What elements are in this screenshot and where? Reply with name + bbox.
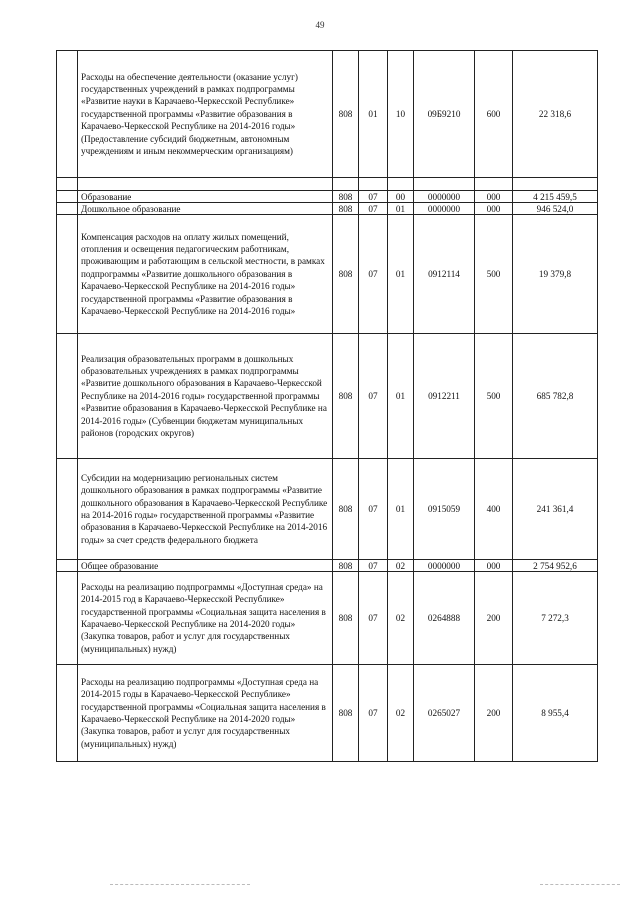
expense-type-cell: 000 [475,560,513,572]
scan-artifact-line [110,884,250,885]
section-code-cell: 07 [359,215,388,334]
expense-name-cell: Компенсация расходов на оплату жилых помещений, отопления и освещения педагогическим работникам, проживающим и работающим в сельской местности, в рамках подпрограммы «Развитие дошкольного образования в Карачаево-Черкесской Республике на 2014-2016 годы» государственной программы «Развитие образования в Карачаево-Черкесской Республике на 2014-2016 годы» [78,215,333,334]
subsection-code-cell: 02 [388,560,414,572]
expense-name-cell: Реализация образовательных программ в дошкольных образовательных учреждениях в рамках подпрограммы «Развитие дошкольного образования в Карачаево-Черкесской Республике на 2014-2016 годы» государственной программы «Развитие образования в Карачаево-Черкесской Республике на 2014-2016 годы» (Субвенции бюджетам муниципальных районов (городских округов) [78,334,333,459]
amount-cell: 685 782,8 [513,334,598,459]
row-number-cell [57,459,78,560]
expense-type-cell: 000 [475,191,513,203]
subsection-code-cell: 01 [388,203,414,215]
section-code-cell: 07 [359,191,388,203]
ministry-code-cell: 808 [333,665,359,762]
ministry-code-cell: 808 [333,560,359,572]
table-row [57,215,598,334]
section-code-cell: 01 [359,51,388,178]
row-number-cell [57,665,78,762]
target-code-cell: 0000000 [414,203,475,215]
target-code-cell: 0915059 [414,459,475,560]
target-code-cell: 0000000 [414,191,475,203]
expense-name-cell: Дошкольное образование [78,203,333,215]
section-code-cell: 07 [359,665,388,762]
subsection-code-cell: 01 [388,334,414,459]
section-code-cell: 07 [359,334,388,459]
ministry-code-cell: 808 [333,459,359,560]
row-number-cell [57,191,78,203]
expense-type-cell: 200 [475,665,513,762]
table-row-subtotal [57,191,598,203]
target-code-cell: 0000000 [414,560,475,572]
table-row [57,665,598,762]
ministry-code-cell: 808 [333,51,359,178]
subsection-code-cell: 02 [388,572,414,665]
row-number-cell [57,51,78,178]
amount-cell: 7 272,3 [513,572,598,665]
expense-type-cell: 500 [475,215,513,334]
table-row-spacer [57,178,598,191]
subsection-code-cell: 01 [388,459,414,560]
expense-name-cell: Субсидии на модернизацию региональных систем дошкольного образования в рамках подпрограммы «Развитие дошкольного образования в Карачаево-Черкесской Республике на 2014-2016 годы» государственной программы «Развитие образования в Карачаево-Черкесской Республике на 2014-2016 годы» за счет средств федерального бюджета [78,459,333,560]
section-code-cell: 07 [359,459,388,560]
section-code-cell: 07 [359,572,388,665]
budget-table [56,50,598,762]
expense-type-cell: 000 [475,203,513,215]
table-row [57,459,598,560]
target-code-cell: 0265027 [414,665,475,762]
expense-name-cell: Расходы на реализацию подпрограммы «Доступная среда на 2014-2015 годы в Карачаево-Черкесской Республике» государственной программы «Социальная защита населения в Карачаево-Черкесской Республике на 2014-2020 годы» (Закупка товаров, работ и услуг для государственных (муниципальных) нужд) [78,665,333,762]
target-code-cell: 0264888 [414,572,475,665]
ministry-code-cell: 808 [333,334,359,459]
ministry-code-cell: 808 [333,191,359,203]
row-number-cell [57,560,78,572]
row-number-cell [57,334,78,459]
scan-artifact-line [540,884,620,885]
amount-cell: 22 318,6 [513,51,598,178]
target-code-cell: 0912114 [414,215,475,334]
table-row [57,51,598,178]
row-number-cell [57,572,78,665]
expense-type-cell: 500 [475,334,513,459]
page-number: 49 [315,20,325,30]
amount-cell: 19 379,8 [513,215,598,334]
subsection-code-cell: 01 [388,215,414,334]
table-row [57,572,598,665]
amount-cell: 4 215 459,5 [513,191,598,203]
ministry-code-cell: 808 [333,203,359,215]
expense-name-cell: Образование [78,191,333,203]
target-code-cell: 0912211 [414,334,475,459]
amount-cell: 2 754 952,6 [513,560,598,572]
section-code-cell: 07 [359,560,388,572]
ministry-code-cell: 808 [333,572,359,665]
subsection-code-cell: 10 [388,51,414,178]
ministry-code-cell: 808 [333,215,359,334]
subsection-code-cell: 02 [388,665,414,762]
section-code-cell: 07 [359,203,388,215]
subsection-code-cell: 00 [388,191,414,203]
amount-cell: 8 955,4 [513,665,598,762]
target-code-cell: 09Б9210 [414,51,475,178]
amount-cell: 946 524,0 [513,203,598,215]
table-row-subtotal [57,560,598,572]
expense-name-cell: Общее образование [78,560,333,572]
table-row-subtotal [57,203,598,215]
expense-name-cell: Расходы на реализацию подпрограммы «Доступная среда» на 2014-2015 год в Карачаево-Черкесской Республике» государственной программы «Социальная защита населения в Карачаево-Черкесской Республике на 2014-2020 годы» (Закупка товаров, работ и услуг для государственных (муниципальных) нужд) [78,572,333,665]
expense-type-cell: 200 [475,572,513,665]
expense-type-cell: 600 [475,51,513,178]
row-number-cell [57,215,78,334]
row-number-cell [57,203,78,215]
table-row [57,334,598,459]
amount-cell: 241 361,4 [513,459,598,560]
expense-name-cell: Расходы на обеспечение деятельности (оказание услуг) государственных учреждений в рамках подпрограммы «Развитие науки в Карачаево-Черкесской Республике» государственной программы «Развитие образования в Карачаево-Черкесской Республике на 2014-2016 годы» (Предоставление субсидий бюджетным, автономным учреждениям и иным некоммерческим организациям) [78,51,333,178]
expense-type-cell: 400 [475,459,513,560]
